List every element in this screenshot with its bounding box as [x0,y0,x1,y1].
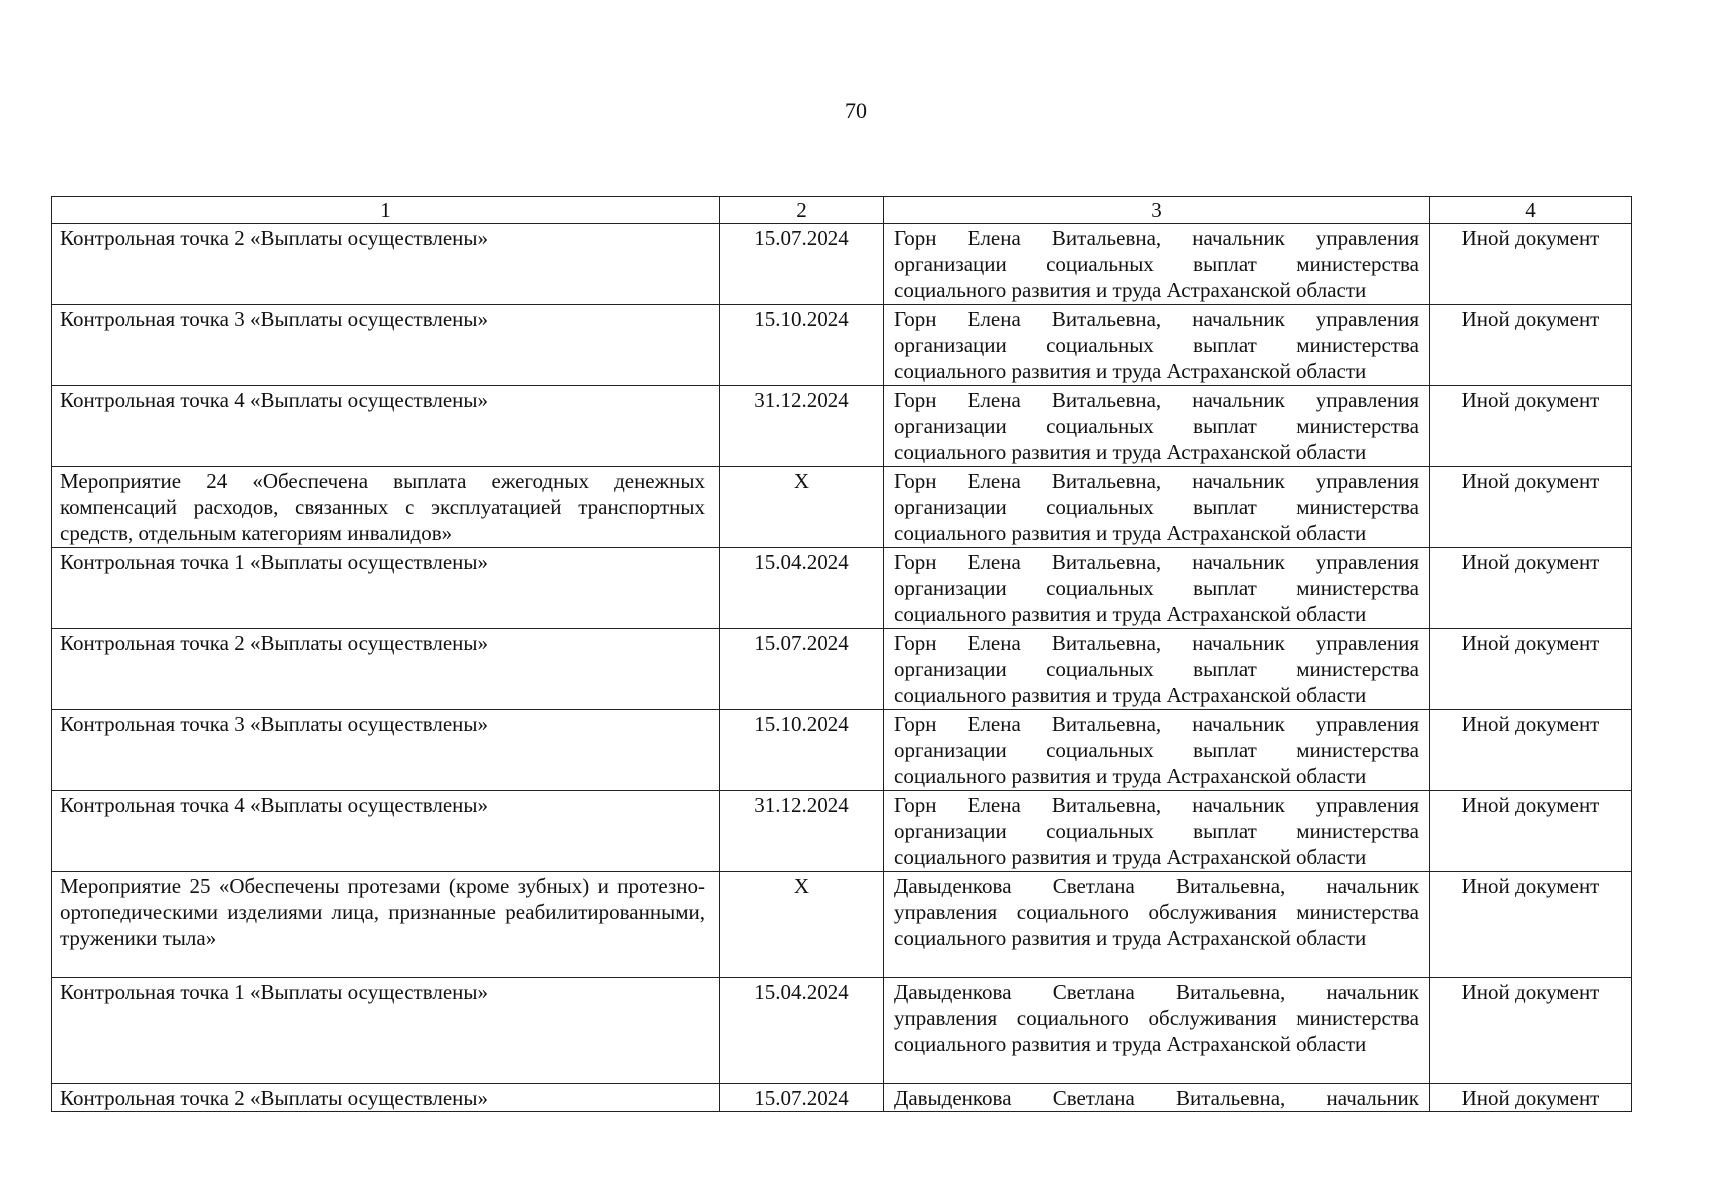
date-cell: X [720,467,884,548]
table-row [52,305,1632,386]
table-row [52,467,1632,548]
table-row [52,386,1632,467]
responsible-cell: Горн Елена Витальевна, начальник управления организации социальных выплат министерства социального развития и труда Астраханской области [884,467,1430,548]
col-header-4: 4 [1430,197,1632,224]
responsible-cell: Горн Елена Витальевна, начальник управления организации социальных выплат министерства социального развития и труда Астраханской области [884,305,1430,386]
responsible-cell: Давыденкова Светлана Витальевна, начальник управления социального обслуживания министерства социального развития и труда Астраханской области [884,978,1430,1084]
responsible-cell: Горн Елена Витальевна, начальник управления организации социальных выплат министерства социального развития и труда Астраханской области [884,224,1430,305]
event-name-cell: Мероприятие 24 «Обеспечена выплата ежегодных денежных компенсаций расходов, связанных с эксплуатацией транспортных средств, отдельным категориям инвалидов» [52,467,720,548]
date-cell: 31.12.2024 [720,386,884,467]
date-cell: 15.04.2024 [720,978,884,1084]
event-name-cell: Контрольная точка 2 «Выплаты осуществлены» [52,1084,720,1112]
responsible-cell: Горн Елена Витальевна, начальник управления организации социальных выплат министерства социального развития и труда Астраханской области [884,791,1430,872]
document-type-cell: Иной документ [1430,629,1632,710]
document-type-cell: Иной документ [1430,978,1632,1084]
document-type-cell: Иной документ [1430,1084,1632,1112]
date-cell: 15.07.2024 [720,1084,884,1112]
date-cell: 31.12.2024 [720,791,884,872]
document-type-cell: Иной документ [1430,872,1632,978]
header-row [52,197,1632,224]
event-name-cell: Контрольная точка 4 «Выплаты осуществлены» [52,791,720,872]
date-cell: 15.04.2024 [720,548,884,629]
table-row [52,978,1632,1084]
col-header-3: 3 [884,197,1430,224]
responsible-cell: Давыденкова Светлана Витальевна, начальник [884,1084,1430,1112]
page-number: 70 [845,98,867,123]
event-name-cell: Контрольная точка 2 «Выплаты осуществлены» [52,224,720,305]
document-type-cell: Иной документ [1430,305,1632,386]
responsible-cell: Горн Елена Витальевна, начальник управления организации социальных выплат министерства социального развития и труда Астраханской области [884,548,1430,629]
table-row [52,710,1632,791]
date-cell: 15.10.2024 [720,305,884,386]
responsible-cell: Горн Елена Витальевна, начальник управления организации социальных выплат министерства социального развития и труда Астраханской области [884,386,1430,467]
responsible-cell: Давыденкова Светлана Витальевна, начальник управления социального обслуживания министерства социального развития и труда Астраханской области [884,872,1430,978]
document-type-cell: Иной документ [1430,224,1632,305]
date-cell: 15.07.2024 [720,224,884,305]
date-cell: 15.10.2024 [720,710,884,791]
date-cell: X [720,872,884,978]
event-name-cell: Мероприятие 25 «Обеспечены протезами (кроме зубных) и протезно-ортопедическими изделиями лица, признанные реабилитированными, труженики тыла» [52,872,720,978]
table-row [52,872,1632,978]
event-name-cell: Контрольная точка 1 «Выплаты осуществлены» [52,978,720,1084]
table-row [52,1084,1632,1112]
event-name-cell: Контрольная точка 1 «Выплаты осуществлены» [52,548,720,629]
event-name-cell: Контрольная точка 3 «Выплаты осуществлены» [52,305,720,386]
table-row [52,791,1632,872]
table-row [52,224,1632,305]
document-type-cell: Иной документ [1430,386,1632,467]
table-row [52,548,1632,629]
date-cell: 15.07.2024 [720,629,884,710]
col-header-1: 1 [52,197,720,224]
event-name-cell: Контрольная точка 2 «Выплаты осуществлены» [52,629,720,710]
document-type-cell: Иной документ [1430,467,1632,548]
event-name-cell: Контрольная точка 3 «Выплаты осуществлены» [52,710,720,791]
document-type-cell: Иной документ [1430,548,1632,629]
document-type-cell: Иной документ [1430,710,1632,791]
table-row [52,629,1632,710]
col-header-2: 2 [720,197,884,224]
responsible-cell: Горн Елена Витальевна, начальник управления организации социальных выплат министерства социального развития и труда Астраханской области [884,629,1430,710]
responsible-cell: Горн Елена Витальевна, начальник управления организации социальных выплат министерства социального развития и труда Астраханской области [884,710,1430,791]
document-type-cell: Иной документ [1430,791,1632,872]
events-table [51,196,1632,1112]
event-name-cell: Контрольная точка 4 «Выплаты осуществлены» [52,386,720,467]
